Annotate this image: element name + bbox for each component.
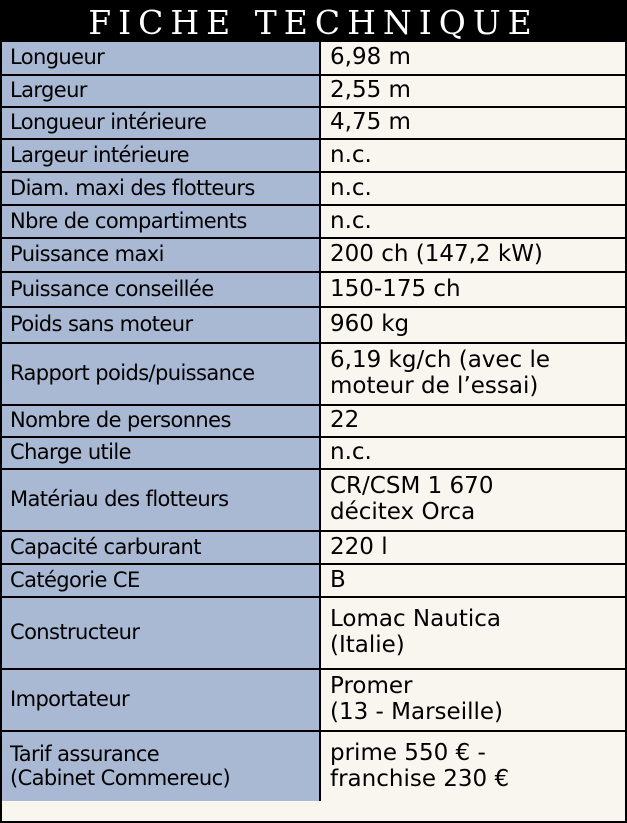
row-value-tarif-assurance: prime 550 € - franchise 230 € [321,732,625,801]
spec-table [2,42,625,801]
row-value-compartiments: n.c. [321,206,625,239]
row-label-compartiments: Nbre de compartiments [2,206,321,239]
row-label-largeur: Largeur [2,76,321,108]
row-value-categorie-ce: B [321,565,625,598]
row-value-nombre-personnes: 22 [321,406,625,438]
row-value-longueur-interieure: 4,75 m [321,108,625,140]
row-label-categorie-ce: Catégorie CE [2,565,321,598]
row-label-longueur: Longueur [2,42,321,76]
row-label-largeur-interieure: Largeur intérieure [2,140,321,173]
sheet-title: FICHE TECHNIQUE [2,2,625,42]
row-label-constructeur: Constructeur [2,598,321,670]
row-label-tarif-assurance: Tarif assurance (Cabinet Commereuc) [2,732,321,801]
row-value-constructeur: Lomac Nautica (Italie) [321,598,625,670]
row-label-materiau-flotteurs: Matériau des flotteurs [2,470,321,532]
row-label-longueur-interieure: Longueur intérieure [2,108,321,140]
row-label-rapport-poids-puissance: Rapport poids/puissance [2,344,321,406]
row-label-poids-sans-moteur: Poids sans moteur [2,308,321,344]
row-value-largeur-interieure: n.c. [321,140,625,173]
row-label-puissance-conseillee: Puissance conseillée [2,273,321,308]
row-value-capacite-carburant: 220 l [321,532,625,565]
row-value-diam-flotteurs: n.c. [321,173,625,206]
row-value-largeur: 2,55 m [321,76,625,108]
row-label-capacite-carburant: Capacité carburant [2,532,321,565]
row-value-puissance-conseillee: 150-175 ch [321,273,625,308]
row-value-poids-sans-moteur: 960 kg [321,308,625,344]
row-value-longueur: 6,98 m [321,42,625,76]
row-value-charge-utile: n.c. [321,438,625,470]
row-label-puissance-maxi: Puissance maxi [2,239,321,273]
row-value-importateur: Promer (13 - Marseille) [321,670,625,732]
row-value-materiau-flotteurs: CR/CSM 1 670 décitex Orca [321,470,625,532]
row-label-importateur: Importateur [2,670,321,732]
row-value-puissance-maxi: 200 ch (147,2 kW) [321,239,625,273]
row-label-nombre-personnes: Nombre de personnes [2,406,321,438]
row-label-diam-flotteurs: Diam. maxi des flotteurs [2,173,321,206]
row-label-charge-utile: Charge utile [2,438,321,470]
row-value-rapport-poids-puissance: 6,19 kg/ch (avec le moteur de l’essai) [321,344,625,406]
